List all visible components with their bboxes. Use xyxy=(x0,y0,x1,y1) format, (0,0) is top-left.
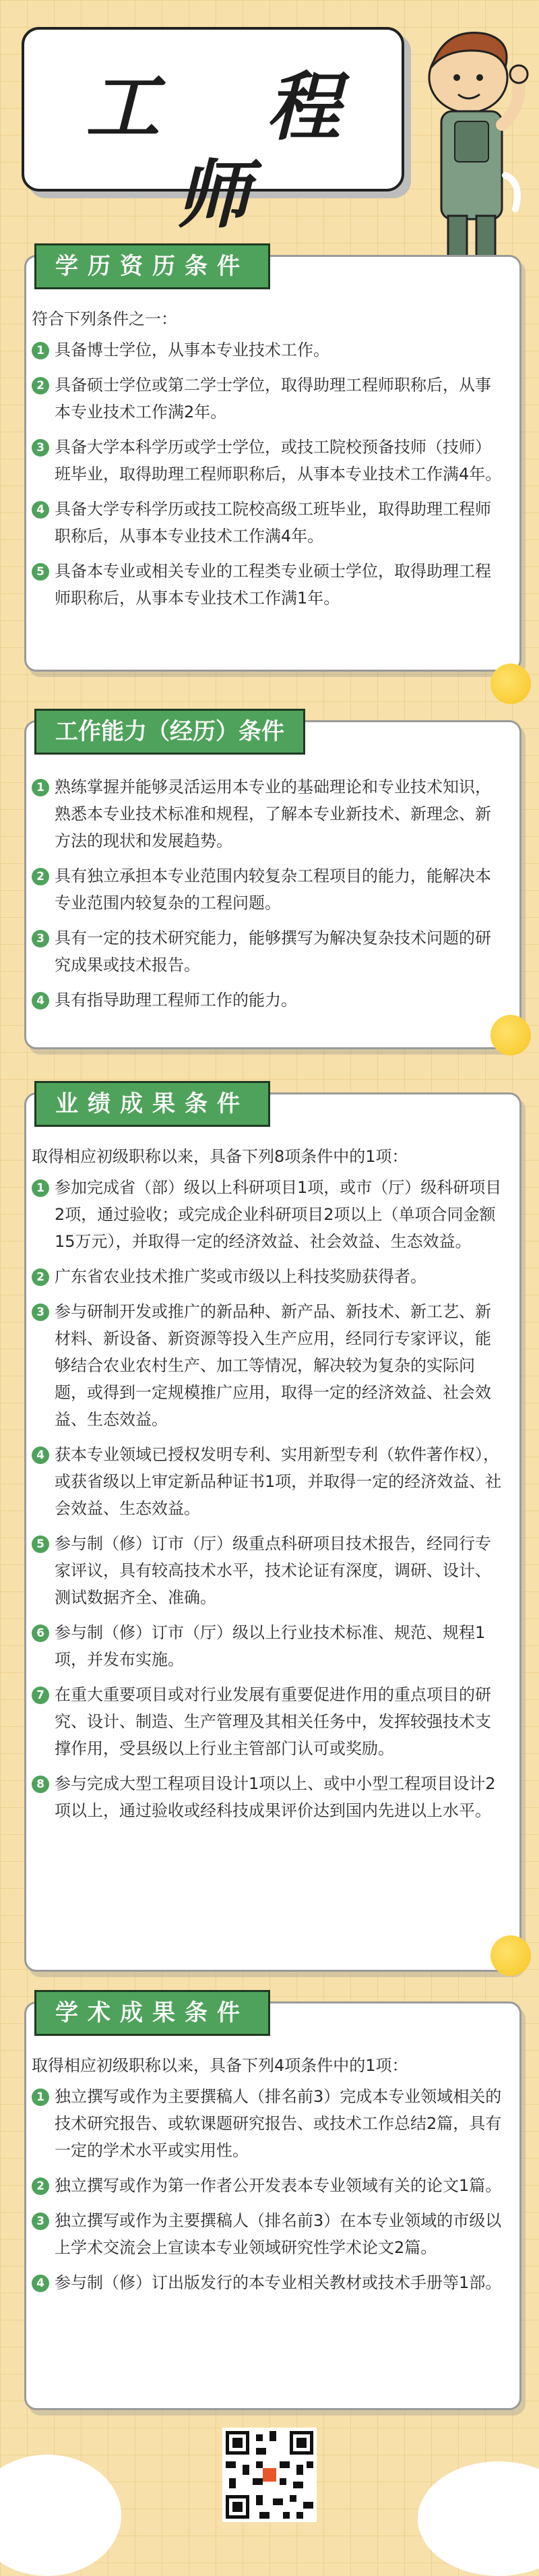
moon-decoration-icon xyxy=(490,1015,531,1055)
engineer-mascot-icon xyxy=(404,13,539,283)
list-item: 2 具有独立承担本专业范围内较复杂工程项目的能力，能解决本专业范围内较复杂的工程问题。 xyxy=(32,862,503,916)
number-badge-icon: 3 xyxy=(32,2213,49,2230)
section-performance-card xyxy=(24,1092,521,1972)
list-item: 1 具备博士学位，从事本专业技术工作。 xyxy=(32,336,503,363)
list-item: 4 具备大学专科学历或技工院校高级工班毕业，取得助理工程师职称后，从事本专业技术工作满4年。 xyxy=(32,496,503,550)
list-item: 5 参与制（修）订市（厅）级重点科研项目技术报告，经同行专家评议，具有较高技术水平，技术论证有深度，调研、设计、测试数据齐全、准确。 xyxy=(32,1530,503,1611)
title-card xyxy=(22,27,404,238)
list-item: 6 参与制（修）订市（厅）级以上行业技术标准、规范、规程1项，并发布实施。 xyxy=(32,1619,503,1673)
qr-code-icon xyxy=(222,2428,317,2522)
list-item: 3 具备大学本科学历或学士学位，或技工院校预备技师（技师）班毕业，取得助理工程师职称后，从事本专业技术工作满4年。 xyxy=(32,434,503,488)
list-item: 4 获本专业领域已授权发明专利、实用新型专利（软件著作权），或获省级以上审定新品种证书1项，并取得一定的经济效益、社会效益、生态效益。 xyxy=(32,1441,503,1522)
section-education-card xyxy=(24,255,521,672)
section-heading: 学术成果条件 xyxy=(34,1990,270,2036)
section-academic-card xyxy=(24,2001,521,2410)
list-item: 2 独立撰写或作为第一作者公开发表本专业领域有关的论文1篇。 xyxy=(32,2172,503,2199)
number-badge-icon: 2 xyxy=(32,1268,49,1286)
cloud-decoration-icon xyxy=(418,2461,539,2576)
number-badge-icon: 4 xyxy=(32,992,49,1009)
list-item: 8 参与完成大型工程项目设计1项以上、或中小型工程项目设计2项以上，通过验收或经科技成果评价达到国内先进以上水平。 xyxy=(32,1770,503,1824)
number-badge-icon: 5 xyxy=(32,1535,49,1553)
list-item: 2 广东省农业技术推广奖或市级以上科技奖励获得者。 xyxy=(32,1263,503,1290)
number-badge-icon: 8 xyxy=(32,1776,49,1793)
number-badge-icon: 2 xyxy=(32,2177,49,2195)
list-item: 3 具有一定的技术研究能力，能够撰写为解决复杂技术问题的研究成果或技术报告。 xyxy=(32,925,503,978)
number-badge-icon: 2 xyxy=(32,377,49,394)
section-ability-card xyxy=(24,720,521,1049)
section-heading: 业绩成果条件 xyxy=(34,1081,270,1127)
section-heading: 工作能力（经历）条件 xyxy=(34,709,305,755)
number-badge-icon: 6 xyxy=(32,1624,49,1642)
section-list xyxy=(32,2083,503,2304)
number-badge-icon: 2 xyxy=(32,868,49,885)
number-badge-icon: 3 xyxy=(32,1304,49,1321)
section-intro: 符合下列条件之一： xyxy=(32,310,177,328)
list-item: 3 参与研制开发或推广的新品种、新产品、新技术、新工艺、新材料、新设备、新资源等投入生产应用，经同行专家评议，能够结合农业农村生产、加工等情况，解决较为复杂的实际问题，或得到一定规模推广应用，取得一定的经济效益、社会效益、生态效益。 xyxy=(32,1298,503,1433)
number-badge-icon: 3 xyxy=(32,930,49,947)
page-title: 工 程 师 xyxy=(85,63,381,238)
number-badge-icon: 5 xyxy=(32,563,49,581)
cloud-decoration-icon xyxy=(0,2455,121,2576)
number-badge-icon: 4 xyxy=(32,501,49,519)
list-item: 1 熟练掌握并能够灵活运用本专业的基础理论和专业技术知识，熟悉本专业技术标准和规程，了解本专业新技术、新理念、新方法的现状和发展趋势。 xyxy=(32,773,503,854)
number-badge-icon: 1 xyxy=(32,779,49,796)
section-list xyxy=(32,1174,503,1832)
number-badge-icon: 1 xyxy=(32,2088,49,2106)
section-intro: 取得相应初级职称以来，具备下列8项条件中的1项： xyxy=(32,1147,408,1166)
list-item: 1 独立撰写或作为主要撰稿人（排名前3）完成本专业领域相关的技术研究报告、或软课题研究报告、或技术工作总结2篇，具有一定的学术水平或实用性。 xyxy=(32,2083,503,2164)
list-item: 4 参与制（修）订出版发行的本专业相关教材或技术手册等1部。 xyxy=(32,2269,503,2296)
number-badge-icon: 1 xyxy=(32,342,49,359)
number-badge-icon: 3 xyxy=(32,439,49,457)
list-item: 3 独立撰写或作为主要撰稿人（排名前3）在本专业领域的市级以上学术交流会上宣读本专业领域研究性学术论文2篇。 xyxy=(32,2207,503,2261)
list-item: 2 具备硕士学位或第二学士学位，取得助理工程师职称后，从事本专业技术工作满2年。 xyxy=(32,372,503,426)
number-badge-icon: 4 xyxy=(32,1446,49,1464)
moon-decoration-icon xyxy=(490,664,531,704)
section-list xyxy=(32,336,503,620)
number-badge-icon: 4 xyxy=(32,2275,49,2292)
list-item: 4 具有指导助理工程师工作的能力。 xyxy=(32,987,503,1014)
section-list xyxy=(32,773,503,1022)
section-intro: 取得相应初级职称以来，具备下列4项条件中的1项： xyxy=(32,2056,408,2075)
list-item: 5 具备本专业或相关专业的工程类专业硕士学位，取得助理工程师职称后，从事本专业技术工作满1年。 xyxy=(32,558,503,612)
section-heading: 学历资历条件 xyxy=(34,243,270,289)
number-badge-icon: 1 xyxy=(32,1179,49,1197)
number-badge-icon: 7 xyxy=(32,1687,49,1704)
list-item: 1 参加完成省（部）级以上科研项目1项，或市（厅）级科研项目2项，通过验收；或完成企业科研项目2项以上（单项合同金额15万元），并取得一定的经济效益、社会效益、生态效益。 xyxy=(32,1174,503,1255)
moon-decoration-icon xyxy=(490,1935,531,1976)
list-item: 7 在重大重要项目或对行业发展有重要促进作用的重点项目的研究、设计、制造、生产管理及其相关任务中，发挥较强技术支撑作用，受县级以上行业主管部门认可或奖励。 xyxy=(32,1681,503,1762)
